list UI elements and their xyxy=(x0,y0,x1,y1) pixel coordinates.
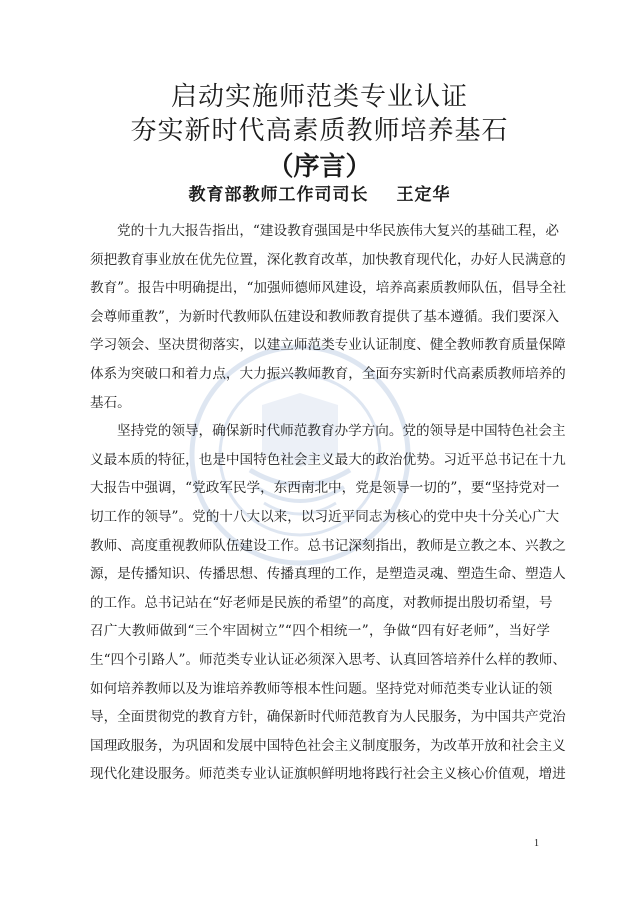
author-line xyxy=(0,180,639,205)
text-line: 切工作的领导”。党的十八大以来，以习近平同志为核心的党中央十分关心广大 xyxy=(90,508,560,525)
text-line: 导，全面贯彻党的教育方针，确保新时代师范教育为人民服务，为中国共产党治 xyxy=(90,709,566,726)
body-text xyxy=(90,217,567,789)
preface-label: （序言） xyxy=(267,152,372,182)
title-line-2: 夯实新时代高素质教师培养基石 xyxy=(130,116,509,146)
text-line: 如何培养教师以及为谁培养教师等根本性问题。坚持党对师范类专业认证的领 xyxy=(90,680,553,697)
text-line: 国理政服务，为巩固和发展中国特色社会主义制度服务，为改革开放和社会主义 xyxy=(90,737,566,754)
paragraph xyxy=(90,417,567,789)
text-line: 学习领会、坚决贯彻落实，以建立师范类专业认证制度、健全教师教育质量保障 xyxy=(90,337,566,354)
text-line: 坚持党的领导，确保新时代师范教育办学方向。党的领导是中国特色社会主 xyxy=(117,423,566,440)
text-line: 义最本质的特征，也是中国特色社会主义最大的政治优势。习近平总书记在十九 xyxy=(90,451,566,468)
author-position: 教育部教师工作司司长 xyxy=(188,185,369,205)
page-number: 1 xyxy=(534,838,539,849)
paragraph xyxy=(90,217,567,417)
text-line: 须把教育事业放在优先位置，深化教育改革，加快教育现代化，办好人民满意的 xyxy=(90,251,566,268)
text-line: 生“四个引路人”。师范类专业认证必须深入思考、认真回答培养什么样的教师、 xyxy=(90,651,567,668)
text-line: 现代化建设服务。师范类专业认证旗帜鲜明地将践行社会主义核心价值观，增进 xyxy=(90,766,566,783)
text-line: 的工作。总书记站在“好老师是民族的希望”的高度，对教师提出殷切希望，号 xyxy=(90,594,553,611)
text-line: 源，是传播知识、传播思想、传播真理的工作，是塑造灵魂、塑造生命、塑造人 xyxy=(90,566,566,583)
text-line: 体系为突破口和着力点，大力振兴教师教育，全面夯实新时代高素质教师培养的 xyxy=(90,365,566,382)
title-block xyxy=(0,80,639,184)
text-line: 教育”。报告中明确提出，“加强师德师风建设，培养高素质教师队伍，倡导全社 xyxy=(90,280,567,297)
author-name: 王定华 xyxy=(396,185,451,205)
text-line: 会尊师重教”，为新时代教师队伍建设和教师教育提供了基本遵循。我们要深入 xyxy=(90,308,560,325)
text-line: 大报告中强调，“党政军民学，东西南北中，党是领导一切的”，要“坚持党对一 xyxy=(90,480,560,497)
text-line: 召广大教师做到“三个牢固树立”“四个相统一”，争做“四有好老师”，当好学 xyxy=(90,623,550,640)
text-line: 教师、高度重视教师队伍建设工作。总书记深刻指出，教师是立教之本、兴教之 xyxy=(90,537,566,554)
title-line-1: 启动实施师范类专业认证 xyxy=(170,82,468,112)
text-line: 党的十九大报告指出，“建设教育强国是中华民族伟大复兴的基础工程，必 xyxy=(117,223,559,239)
text-line: 基石。 xyxy=(90,394,131,411)
